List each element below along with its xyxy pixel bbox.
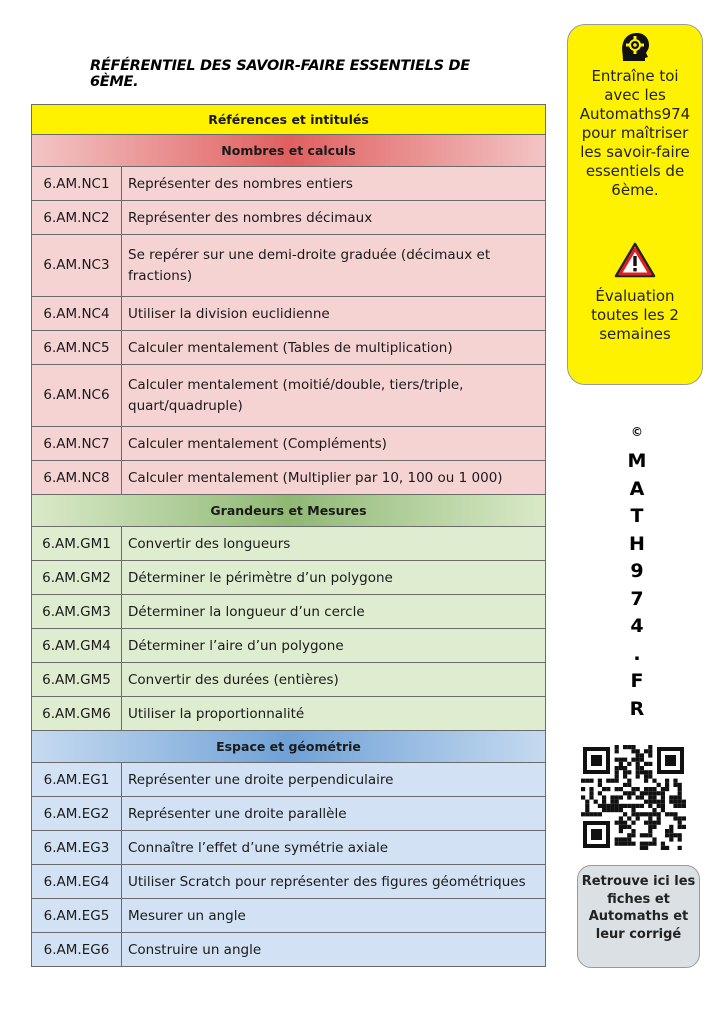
table-row — [32, 797, 546, 831]
table-row — [32, 167, 546, 201]
skill-code: 6.AM.NC6 — [32, 365, 122, 427]
table-row — [32, 933, 546, 967]
qr-caption: Retrouve ici les fiches et Automaths et leur corrigé — [581, 874, 696, 942]
table-row — [32, 235, 546, 297]
skill-code: 6.AM.GM2 — [32, 561, 122, 595]
skill-code: 6.AM.GM1 — [32, 527, 122, 561]
promo-text: Entraîne toi avec les Automaths974 pour maîtriser les savoir-faire essentiels de 6ème. — [579, 67, 691, 199]
skill-label: Utiliser la proportionnalité — [122, 697, 546, 731]
section-header-espace — [32, 731, 546, 763]
table-row — [32, 297, 546, 331]
section-title: Grandeurs et Mesures — [32, 495, 546, 527]
skill-code: 6.AM.NC1 — [32, 167, 122, 201]
table-row — [32, 331, 546, 365]
skill-label: Utiliser Scratch pour représenter des figures géométriques — [122, 865, 546, 899]
table-row — [32, 595, 546, 629]
skill-label: Représenter des nombres décimaux — [122, 201, 546, 235]
table-row — [32, 899, 546, 933]
gear-head-icon — [619, 31, 651, 63]
brand-letter: R — [629, 697, 645, 720]
skill-code: 6.AM.GM5 — [32, 663, 122, 697]
skill-code: 6.AM.GM4 — [32, 629, 122, 663]
section-header-grandeurs — [32, 495, 546, 527]
skill-label: Convertir des longueurs — [122, 527, 546, 561]
skill-label: Calculer mentalement (moitié/double, tiers/triple, quart/quadruple) — [122, 365, 546, 427]
table-row — [32, 201, 546, 235]
skill-label: Représenter une droite parallèle — [122, 797, 546, 831]
skill-label: Déterminer la longueur d’un cercle — [122, 595, 546, 629]
skill-label: Se repérer sur une demi-droite graduée (décimaux et fractions) — [122, 235, 546, 297]
section-header-nombres — [32, 135, 546, 167]
table-row — [32, 427, 546, 461]
skill-label: Calculer mentalement (Tables de multiplication) — [122, 331, 546, 365]
brand-letter: H — [629, 532, 645, 555]
skill-label: Utiliser la division euclidienne — [122, 297, 546, 331]
skill-label: Déterminer le périmètre d’un polygone — [122, 561, 546, 595]
brand-letter: . — [633, 642, 641, 665]
skill-label: Calculer mentalement (Multiplier par 10, 100 ou 1 000) — [122, 461, 546, 495]
page-title: RÉFÉRENTIEL DES SAVOIR-FAIRE ESSENTIELS DE 6ÈME. — [90, 58, 470, 90]
table-header-row — [32, 105, 546, 135]
qr-caption-box — [577, 865, 700, 968]
skill-code: 6.AM.NC4 — [32, 297, 122, 331]
brand-letter: 9 — [630, 560, 644, 582]
skill-code: 6.AM.GM3 — [32, 595, 122, 629]
skill-code: 6.AM.EG4 — [32, 865, 122, 899]
table-row — [32, 663, 546, 697]
skill-code: 6.AM.NC3 — [32, 235, 122, 297]
skill-label: Convertir des durées (entières) — [122, 663, 546, 697]
table-header: Références et intitulés — [32, 105, 546, 135]
section-title: Espace et géométrie — [32, 731, 546, 763]
skill-code: 6.AM.EG3 — [32, 831, 122, 865]
table-row — [32, 561, 546, 595]
skill-code: 6.AM.NC2 — [32, 201, 122, 235]
table-row — [32, 865, 546, 899]
brand-letter: 7 — [630, 587, 644, 610]
evaluation-text: Évaluation toutes les 2 semaines — [591, 287, 679, 343]
table-row — [32, 365, 546, 427]
skills-table — [31, 104, 546, 967]
skill-label: Connaître l’effet d’une symétrie axiale — [122, 831, 546, 865]
skill-code: 6.AM.GM6 — [32, 697, 122, 731]
brand-letter: F — [630, 670, 644, 692]
table-row — [32, 461, 546, 495]
table-row — [32, 527, 546, 561]
skill-label: Calculer mentalement (Compléments) — [122, 427, 546, 461]
skill-code: 6.AM.NC5 — [32, 331, 122, 365]
promo-box — [567, 24, 703, 385]
skill-code: 6.AM.EG6 — [32, 933, 122, 967]
brand-letter: T — [630, 505, 644, 527]
skill-code: 6.AM.EG2 — [32, 797, 122, 831]
table-row — [32, 831, 546, 865]
table-row — [32, 629, 546, 663]
skill-code: 6.AM.EG5 — [32, 899, 122, 933]
section-title: Nombres et calculs — [32, 135, 546, 167]
brand-letter: 4 — [630, 615, 644, 637]
skill-label: Construire un angle — [122, 933, 546, 967]
skill-code: 6.AM.NC8 — [32, 461, 122, 495]
skill-label: Représenter une droite perpendiculaire — [122, 763, 546, 797]
table-row — [32, 763, 546, 797]
skill-label: Représenter des nombres entiers — [122, 167, 546, 201]
brand-letter: M — [627, 450, 647, 472]
warning-icon — [614, 241, 656, 279]
skill-code: 6.AM.NC7 — [32, 427, 122, 461]
copyright-symbol: © — [631, 425, 643, 439]
qr-code[interactable] — [581, 745, 686, 850]
skill-label: Mesurer un angle — [122, 899, 546, 933]
brand-vertical — [622, 448, 652, 723]
table-row — [32, 697, 546, 731]
skill-code: 6.AM.EG1 — [32, 763, 122, 797]
brand-letter: A — [629, 477, 645, 500]
skill-label: Déterminer l’aire d’un polygone — [122, 629, 546, 663]
